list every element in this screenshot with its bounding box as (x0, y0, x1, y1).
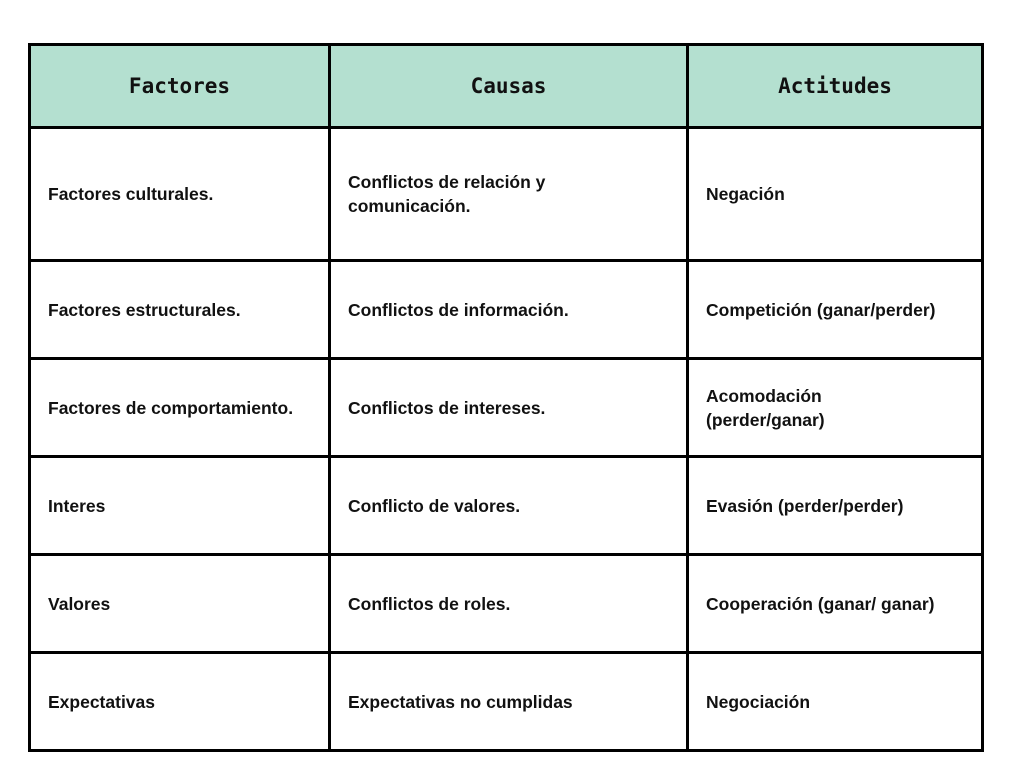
conflict-table (28, 43, 984, 752)
cell-text: Valores (48, 593, 111, 614)
cell-text: Expectativas no cumplidas (348, 691, 573, 712)
cell-factor (30, 261, 330, 359)
cell-text: Negación (706, 184, 785, 204)
header-actitudes: Actitudes (688, 45, 983, 128)
table-row (30, 261, 983, 359)
cell-actitud (688, 261, 983, 359)
table-row (30, 457, 983, 555)
cell-causa (330, 653, 688, 751)
cell-factor (30, 653, 330, 751)
cell-text: Conflictos de información. (348, 299, 569, 320)
cell-actitud (688, 457, 983, 555)
cell-text: Cooperación (ganar/ ganar) (706, 593, 935, 614)
cell-causa (330, 128, 688, 261)
cell-causa (330, 359, 688, 457)
table-row (30, 128, 983, 261)
cell-text: Expectativas (48, 691, 156, 712)
table-row (30, 555, 983, 653)
cell-text: Factores de comportamiento. (48, 397, 294, 418)
cell-text: Acomodación (perder/ganar) (706, 385, 825, 430)
cell-text: Factores estructurales. (48, 299, 241, 320)
cell-text: Negociación (706, 691, 811, 712)
cell-factor (30, 457, 330, 555)
cell-factor (30, 555, 330, 653)
cell-factor (30, 359, 330, 457)
cell-text: Factores culturales. (48, 184, 214, 204)
cell-text: Conflictos de roles. (348, 593, 511, 614)
cell-text: Conflictos de relación y comunicación. (348, 172, 546, 216)
table-row (30, 653, 983, 751)
cell-actitud (688, 359, 983, 457)
cell-causa (330, 457, 688, 555)
table-row (30, 359, 983, 457)
cell-actitud (688, 653, 983, 751)
cell-text: Competición (ganar/perder) (706, 299, 936, 320)
cell-causa (330, 555, 688, 653)
header-causas: Causas (330, 45, 688, 128)
cell-causa (330, 261, 688, 359)
cell-actitud (688, 128, 983, 261)
table-header-row (30, 45, 983, 128)
cell-text: Conflictos de intereses. (348, 397, 546, 418)
cell-actitud (688, 555, 983, 653)
header-factores: Factores (30, 45, 330, 128)
cell-factor (30, 128, 330, 261)
cell-text: Conflicto de valores. (348, 495, 521, 516)
cell-text: Evasión (perder/perder) (706, 495, 904, 516)
cell-text: Interes (48, 495, 106, 516)
